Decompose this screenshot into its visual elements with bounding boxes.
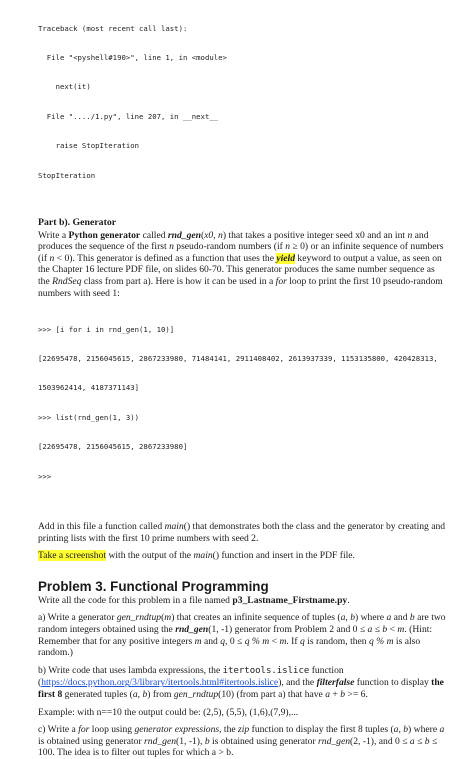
text-run: c) Write a [38, 724, 79, 736]
text-run: b [204, 735, 210, 747]
traceback-line: StopIteration [38, 170, 96, 180]
code-line: 1503962414, 4187371143] [38, 383, 140, 393]
traceback-line: File "<pyshell#190>", line 1, in <module> [38, 52, 227, 62]
text-run: and produces the sequence of the first [38, 229, 429, 253]
text-run: and [201, 635, 221, 647]
text-run: RndSeq [52, 275, 82, 287]
text-run: n [49, 252, 55, 264]
text-run: ) from [147, 688, 174, 700]
file-name: p3_Lastname_Firstname.py [232, 594, 348, 606]
text-run: ≤ [372, 624, 383, 635]
text-run: a, b [340, 612, 356, 624]
text-run: main [193, 550, 213, 562]
text-run: for [275, 275, 287, 287]
text-run: ≥ 0) or an infinite sequence of numbers (if [38, 241, 444, 264]
text-run: with the output of the [106, 550, 194, 562]
text-run: rnd_gen [318, 735, 351, 747]
text-run: b) Write code that uses lambda expressions, the [38, 664, 223, 676]
text-run: ≤ [414, 735, 425, 747]
text-run: the first 8 [38, 677, 444, 700]
text-run: generated tuples ( [62, 688, 133, 700]
text-run: < [269, 635, 280, 647]
itertools-islice-code: itertools.islice [222, 665, 310, 676]
text-run: gen_rndtup [173, 688, 219, 700]
text-run: (2, -1), and 0 ≤ [350, 735, 410, 747]
traceback-line: next(it) [38, 82, 91, 92]
text-run: Write a [38, 229, 69, 241]
text-run: Add in this file a function called [38, 521, 165, 533]
text-run: function ( [38, 664, 344, 689]
code-line: >>> [i for i in rnd_gen(1, 10)] [38, 324, 175, 334]
text-run: q % m [368, 635, 394, 647]
text-run: ), and the [278, 677, 317, 689]
function-name: filterfalse [316, 677, 355, 689]
text-run: generator expressions [134, 724, 220, 736]
text-run: are two random integers obtained using the [38, 612, 446, 635]
text-run: + [330, 688, 341, 700]
text-run: m [164, 612, 172, 624]
main-function-paragraph [38, 521, 448, 544]
text-run: b [424, 735, 430, 747]
text-run: main [164, 521, 184, 533]
text-run: m [194, 635, 202, 647]
text-run: x0, n [204, 229, 223, 241]
text-run: a [409, 735, 415, 747]
text-run: . If [286, 635, 300, 647]
example-output: Example: with n==10 the output could be: (2,5), (5,5), (1,6),(7,9),... [38, 706, 299, 718]
text-run: a [439, 724, 445, 736]
code-line: >>> [38, 471, 52, 481]
text-run: b [340, 688, 346, 700]
text-run: function to display [354, 677, 432, 689]
function-name: rnd_gen [167, 229, 201, 241]
text-run: keyword to output a value, as seen on the Chapter 16 lecture PDF file, on slides 60-70. This generator produces the same number sequence as the [38, 252, 442, 287]
text-run: (1, -1) generator from Problem 2 and 0 ≤ [208, 624, 368, 635]
screenshot-instruction [38, 550, 448, 562]
text-run: Write all the code for this problem in a file named [38, 594, 233, 606]
text-run: a [325, 688, 331, 700]
text-run: q % m [244, 635, 270, 647]
text-run: . (Hint: Remember that for any positive integers [38, 624, 433, 647]
text-run: ( [161, 612, 165, 624]
text-run: q [220, 635, 226, 647]
text-run: ) that takes a positive integer seed x0 and an int [222, 229, 408, 241]
problem-3-part-b [38, 665, 448, 701]
text-run: m [397, 624, 405, 635]
text-run: is random, then [304, 635, 369, 647]
part-b-description [38, 230, 448, 300]
text-run: called [140, 229, 168, 241]
text-run: is obtained using generator [209, 735, 319, 747]
traceback-line: raise StopIteration [38, 141, 140, 151]
text-run: a) Write a generator [38, 612, 117, 624]
text-run: rnd_gen [144, 735, 177, 747]
text-run: zip [238, 724, 250, 736]
text-run: ) that creates an infinite sequence of tuples ( [171, 612, 341, 624]
text-run: q [299, 635, 305, 647]
text-run: n [407, 229, 413, 241]
text-run: a, b [393, 724, 409, 736]
function-name: rnd_gen [175, 624, 209, 635]
text-run: pseudo-random numbers (if [173, 241, 286, 253]
screenshot-highlight: Take a screenshot [38, 550, 107, 562]
text-run: () function and insert in the PDF file. [212, 550, 355, 562]
text-run: < [387, 624, 398, 635]
text-run: , the [219, 724, 239, 736]
text-run: < 0). This generator is defined as a function that uses the [54, 252, 277, 264]
text-run: a, b [132, 688, 148, 700]
text-run: , 0 ≤ [225, 635, 245, 647]
code-line: >>> list(rnd_gen(1, 3)) [38, 412, 140, 422]
text-run: a [367, 624, 373, 635]
text-run: gen_rndtup [116, 612, 162, 624]
problem-3-intro [38, 595, 448, 607]
traceback-line: File "..../1.py", line 207, in __next__ [38, 111, 219, 121]
text-run: >= 6. [345, 688, 368, 700]
spacer [38, 513, 448, 521]
problem-3-part-a [38, 612, 448, 658]
code-line: [22695478, 2156045615, 2867233980] [38, 442, 188, 452]
code-line: [22695478, 2156045615, 2867233980, 71484141, 2911408402, 2613937339, 1153135800, 420428313, [38, 354, 438, 364]
text-run: a [386, 612, 392, 624]
text-run: Python generator [68, 229, 141, 241]
traceback-line: Traceback (most recent call last): [38, 23, 188, 33]
text-run: class from part a). Here is how it can be used in a [81, 275, 276, 287]
text-run: ( [200, 229, 205, 241]
text-run: b [382, 624, 388, 635]
yield-keyword-highlight: yield [276, 252, 296, 264]
text-run: () that demonstrates both the class and the generator by creating and printing lists with the first 10 prime numbers with seed 2. [38, 521, 446, 544]
text-run: and [391, 612, 410, 624]
itertools-docs-link[interactable]: https://docs.python.org/3/library/itertools.html#itertools.islice [41, 677, 279, 689]
text-run: n [169, 241, 174, 253]
text-run: (10) (from part a) that have [218, 688, 326, 700]
text-run: m [279, 635, 287, 647]
part-b-heading: Part b). Generator [38, 216, 117, 228]
text-run: for [78, 724, 90, 736]
text-run: (1, -1), [176, 735, 205, 747]
problem-3-heading: Problem 3. Functional Programming [38, 578, 269, 594]
text-run: loop using [89, 724, 135, 736]
text-run: n [285, 241, 291, 253]
text-run: ) where [408, 724, 440, 736]
problem-3-part-c [38, 724, 448, 759]
text-run: b [409, 612, 415, 624]
text-run: function to display the first 8 tuples ( [249, 724, 394, 736]
text-run: is also random.) [38, 635, 421, 659]
text-run: . [347, 594, 350, 606]
traceback-block [38, 4, 448, 200]
text-run: loop to print the first 10 pseudo-random numbers with seed 1: [38, 275, 443, 299]
code-example-block [38, 305, 448, 501]
text-run: ) where [355, 612, 387, 624]
text-run: ≤ 100. The idea is to filter out tuples for which a > b. [38, 735, 438, 759]
text-run: is obtained using generator [38, 735, 145, 747]
